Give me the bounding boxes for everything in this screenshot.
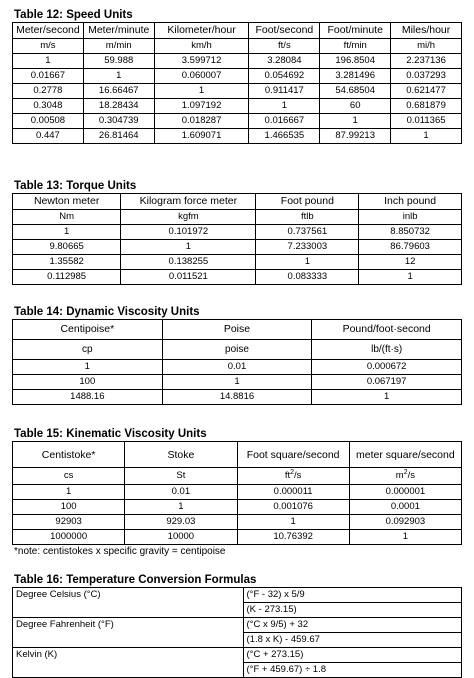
unit-cell: cs (13, 468, 125, 485)
column-header: Newton meter (13, 194, 121, 210)
kinematic-viscosity-table (12, 441, 462, 545)
table-row (13, 255, 462, 270)
table-row (13, 485, 462, 500)
table-cell: 9.80665 (13, 240, 121, 255)
table-cell: 0.0001 (349, 500, 461, 515)
table-cell: 0.447 (13, 129, 84, 144)
torque-units-section (12, 180, 462, 285)
table-cell: 1.609071 (154, 129, 249, 144)
table-cell: 0.092903 (349, 515, 461, 530)
unit-cell: $m^2/s$ (349, 468, 461, 485)
table-cell: 0.3048 (13, 99, 84, 114)
table-cell: 1.097192 (154, 99, 249, 114)
unit-cell: $ft^2/s$ (237, 468, 349, 485)
header-row (13, 194, 462, 210)
table-row (13, 500, 462, 515)
table-cell: 1 (237, 515, 349, 530)
table-cell: 0.067197 (312, 375, 462, 390)
table-cell: 1 (320, 114, 391, 129)
table-note: *note: centistokes x specific gravity = centipoise (14, 546, 226, 557)
table-cell: 1 (83, 69, 154, 84)
table-row (13, 99, 462, 114)
column-header: Foot/second (249, 23, 320, 39)
table-cell: 0.011365 (391, 114, 462, 129)
table-cell: 0.681879 (391, 99, 462, 114)
table-cell: 1.466535 (249, 129, 320, 144)
table-cell: 87.99213 (320, 129, 391, 144)
unit-cell: m/s (13, 39, 84, 54)
row-label: Degree Celsius (°C) (13, 588, 244, 618)
unit-cell: inlb (359, 210, 462, 225)
table-cell: 92903 (13, 515, 125, 530)
table-cell: 1 (359, 270, 462, 285)
unit-row (13, 340, 462, 360)
unit-cell: St (125, 468, 237, 485)
temperature-conversion-section (12, 574, 462, 678)
table-cell: 1488.16 (13, 390, 163, 405)
table-cell: 1.35582 (13, 255, 121, 270)
table-row (13, 84, 462, 99)
column-header: Kilogram force meter (121, 194, 256, 210)
table-row (13, 530, 462, 545)
unit-row (13, 39, 462, 54)
speed-units-section (12, 9, 462, 144)
table-cell: 1 (13, 485, 125, 500)
table-row (13, 129, 462, 144)
table-cell: 0.018287 (154, 114, 249, 129)
table-cell: 7.233003 (256, 240, 359, 255)
column-header: Foot/minute (320, 23, 391, 39)
table-cell: 0.001076 (237, 500, 349, 515)
unit-cell: poise (162, 340, 312, 360)
table-cell: 0.000001 (349, 485, 461, 500)
table-cell: 0.101972 (121, 225, 256, 240)
speed-units-table (12, 22, 462, 144)
table-cell: 0.083333 (256, 270, 359, 285)
table-cell: 1 (256, 255, 359, 270)
table-cell: 100 (13, 500, 125, 515)
table-cell: 10000 (125, 530, 237, 545)
table-cell: 60 (320, 99, 391, 114)
table-row (13, 648, 462, 663)
column-header: Poise (162, 320, 312, 340)
formula-cell: (°F + 459.67) ÷ 1.8 (243, 663, 462, 678)
column-header: Centipoise* (13, 320, 163, 340)
unit-cell: km/h (154, 39, 249, 54)
formula-cell: (K - 273.15) (243, 603, 462, 618)
table-caption: Table 15: Kinematic Viscosity Units (14, 428, 207, 440)
column-header: Pound/foot·second (312, 320, 462, 340)
table-cell: 1 (13, 54, 84, 69)
table-cell: 1 (121, 240, 256, 255)
table-cell: 0.000672 (312, 360, 462, 375)
column-header: Meter/minute (83, 23, 154, 39)
table-cell: 0.01 (162, 360, 312, 375)
formula-cell: (1.8 x K) - 459.67 (243, 633, 462, 648)
table-row (13, 270, 462, 285)
table-cell: 0.054692 (249, 69, 320, 84)
formula-cell: (°C + 273.15) (243, 648, 462, 663)
table-caption: Table 14: Dynamic Viscosity Units (14, 306, 200, 318)
table-cell: 3.281496 (320, 69, 391, 84)
table-row (13, 225, 462, 240)
table-cell: 0.011521 (121, 270, 256, 285)
table-row (13, 360, 462, 375)
table-cell: 100 (13, 375, 163, 390)
unit-cell: m/min (83, 39, 154, 54)
table-cell: 2.237136 (391, 54, 462, 69)
table-cell: 0.2778 (13, 84, 84, 99)
table-row (13, 114, 462, 129)
dynamic-viscosity-section (12, 306, 462, 405)
table-caption: Table 13: Torque Units (14, 180, 137, 192)
kinematic-viscosity-section (12, 428, 462, 558)
table-cell: 3.599712 (154, 54, 249, 69)
table-cell: 54.68504 (320, 84, 391, 99)
table-cell: 1 (13, 360, 163, 375)
column-header: Centistoke* (13, 442, 125, 468)
table-cell: 0.112985 (13, 270, 121, 285)
table-cell: 0.000011 (237, 485, 349, 500)
table-cell: 0.304739 (83, 114, 154, 129)
column-header: Foot pound (256, 194, 359, 210)
table-cell: 0.060007 (154, 69, 249, 84)
table-cell: 12 (359, 255, 462, 270)
column-header: Inch pound (359, 194, 462, 210)
table-caption: Table 16: Temperature Conversion Formulas (14, 574, 257, 586)
table-cell: 0.911417 (249, 84, 320, 99)
table-cell: 1 (391, 129, 462, 144)
table-cell: 0.016667 (249, 114, 320, 129)
table-cell: 1 (125, 500, 237, 515)
table-cell: 14.8816 (162, 390, 312, 405)
header-row (13, 442, 462, 468)
unit-cell: kgfm (121, 210, 256, 225)
unit-cell: Nm (13, 210, 121, 225)
column-header: Meter/second (13, 23, 84, 39)
table-row (13, 69, 462, 84)
table-cell: 0.621477 (391, 84, 462, 99)
unit-cell: ft/min (320, 39, 391, 54)
column-header: Stoke (125, 442, 237, 468)
table-cell: 86.79603 (359, 240, 462, 255)
table-cell: 1 (154, 84, 249, 99)
unit-cell: mi/h (391, 39, 462, 54)
header-row (13, 23, 462, 39)
table-cell: 16.66467 (83, 84, 154, 99)
temperature-conversion-table (12, 587, 462, 678)
torque-units-table (12, 193, 462, 285)
table-row (13, 515, 462, 530)
column-header: Kilometer/hour (154, 23, 249, 39)
table-cell: 1 (312, 390, 462, 405)
row-label: Degree Fahrenheit (°F) (13, 618, 244, 648)
table-cell: 1 (249, 99, 320, 114)
table-cell: 3.28084 (249, 54, 320, 69)
header-row (13, 320, 462, 340)
table-cell: 59.988 (83, 54, 154, 69)
table-cell: 10.76392 (237, 530, 349, 545)
table-row (13, 54, 462, 69)
unit-cell: cp (13, 340, 163, 360)
unit-cell: ftlb (256, 210, 359, 225)
table-cell: 18.28434 (83, 99, 154, 114)
table-cell: 0.01667 (13, 69, 84, 84)
table-cell: 1000000 (13, 530, 125, 545)
unit-row (13, 468, 462, 485)
unit-row (13, 210, 462, 225)
table-cell: 0.138255 (121, 255, 256, 270)
column-header: Foot square/second (237, 442, 349, 468)
column-header: meter square/second (349, 442, 461, 468)
table-row (13, 588, 462, 603)
table-caption: Table 12: Speed Units (14, 9, 133, 21)
formula-cell: (°F - 32) x 5/9 (243, 588, 462, 603)
table-row (13, 375, 462, 390)
unit-cell: ft/s (249, 39, 320, 54)
column-header: Miles/hour (391, 23, 462, 39)
row-label: Kelvin (K) (13, 648, 244, 678)
dynamic-viscosity-table (12, 319, 462, 405)
table-cell: 0.00508 (13, 114, 84, 129)
table-cell: 26.81464 (83, 129, 154, 144)
table-row (13, 390, 462, 405)
table-row (13, 240, 462, 255)
formula-cell: (°C x 9/5) + 32 (243, 618, 462, 633)
table-cell: 1 (162, 375, 312, 390)
table-cell: 196.8504 (320, 54, 391, 69)
table-cell: 0.037293 (391, 69, 462, 84)
table-cell: 8.850732 (359, 225, 462, 240)
unit-cell: lb/(ft·s) (312, 340, 462, 360)
table-cell: 929.03 (125, 515, 237, 530)
table-cell: 1 (349, 530, 461, 545)
table-cell: 1 (13, 225, 121, 240)
table-cell: 0.737561 (256, 225, 359, 240)
table-row (13, 618, 462, 633)
table-cell: 0.01 (125, 485, 237, 500)
